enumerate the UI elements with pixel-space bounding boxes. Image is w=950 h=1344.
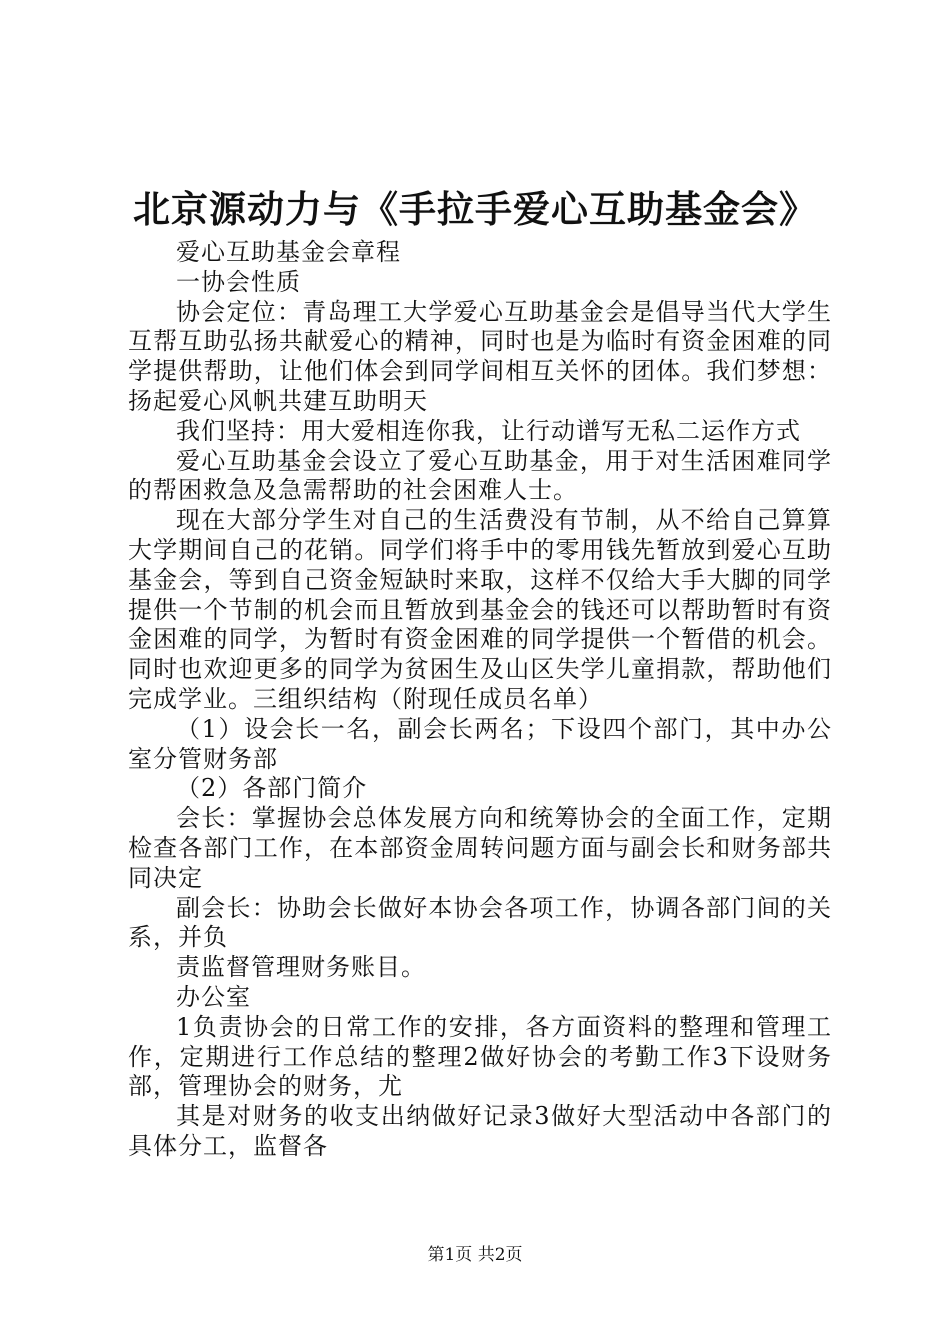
page-footer: 第1页 共2页 xyxy=(427,1245,523,1265)
document-body xyxy=(128,238,832,1162)
paragraph-current-situation: 现在大部分学生对自己的生活费没有节制，从不给自己算算大学期间自己的花销。同学们将手中的零用钱先暂放到爱心互助基金会，等到自己资金短缺时来取，这样不仅给大手大脚的同学提供一个节制的机会而且暂放到基金会的钱还可以帮助暂时有资金困难的同学，为暂时有资金困难的同学提供一个暂借的机会。同时也欢迎更多的同学为贫困生及山区失学儿童捐款，帮助他们完成学业。三组织结构（附现任成员名单） xyxy=(128,506,832,713)
paragraph-structure-1: （1）设会长一名，副会长两名；下设四个部门，其中办公室分管财务部 xyxy=(128,714,832,773)
paragraph-office-duties-1: 1负责协会的日常工作的安排，各方面资料的整理和管理工作，定期进行工作总结的整理2做好协会的考勤工作3下设财务部，管理协会的财务，尤 xyxy=(128,1012,832,1101)
paragraph-supervision: 责监督管理财务账目。 xyxy=(176,953,426,982)
paragraph-section-nature: 一协会性质 xyxy=(176,267,301,296)
paragraph-office: 办公室 xyxy=(176,982,251,1011)
document-title: 北京源动力与《手拉手爱心互助基金会》 xyxy=(133,187,817,231)
paragraph-fund-setup: 爱心互助基金会设立了爱心互助基金，用于对生活困难同学的帮困救急及急需帮助的社会困难人士。 xyxy=(128,446,832,505)
paragraph-office-duties-2: 其是对财务的收支出纳做好记录3做好大型活动中各部门的具体分工，监督各 xyxy=(128,1102,832,1160)
paragraph-heading-charter: 爱心互助基金会章程 xyxy=(176,238,401,266)
paragraph-positioning: 协会定位：青岛理工大学爱心互助基金会是倡导当代大学生互帮互助弘扬共献爱心的精神，同时也是为临时有资金困难的同学提供帮助，让他们体会到同学间相互关怀的团体。我们梦想：扬起爱心风帆共建互助明天 xyxy=(128,297,832,415)
paragraph-insistence: 我们坚持：用大爱相连你我，让行动谱写无私二运作方式 xyxy=(176,416,801,445)
paragraph-structure-2: （2）各部门简介 xyxy=(176,774,368,803)
paragraph-president: 会长：掌握协会总体发展方向和统筹协会的全面工作，定期检查各部门工作，在本部资金周转问题方面与副会长和财务部共同决定 xyxy=(128,804,832,892)
paragraph-vice-president: 副会长：协助会长做好本协会各项工作，协调各部门间的关系，并负 xyxy=(128,893,832,952)
